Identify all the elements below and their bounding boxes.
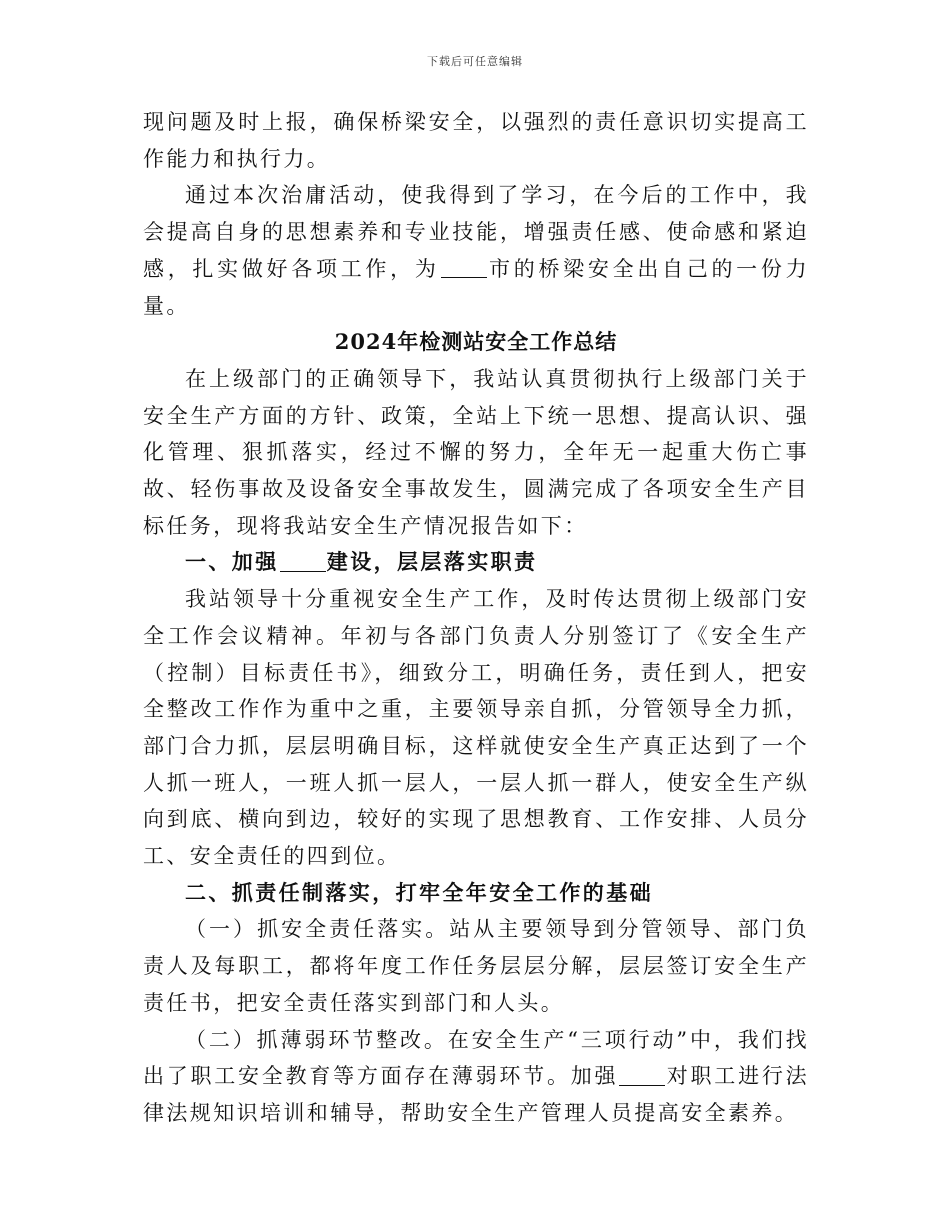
paragraph: [143, 177, 809, 324]
paragraph-text: 市的桥梁安全出自己的一份力量。: [143, 256, 809, 318]
paragraph: 我站领导十分重视安全生产工作，及时传达贯彻上级部门安全工作会议精神。年初与各部门负责人分别签订了《安全生产（控制）目标责任书》，细致分工，明确任务，责任到人，把安全整改工作作为重中之重，主要领导亲自抓，分管领导全力抓，部门合力抓，层层明确目标，这样就使安全生产真正达到了一个人抓一班人，一班人抓一层人，一层人抓一群人，使安全生产纵向到底、横向到边，较好的实现了思想教育、工作安排、人员分工、安全责任的四到位。: [143, 587, 809, 869]
paragraph-text: 通过本次治庸活动，使我得到了学习，在今后的工作中，我会提高自身的思想素养和专业技能，增强责任感、使命感和紧迫感，扎实做好各项工作，为: [143, 183, 809, 281]
section-heading: [143, 544, 809, 581]
heading-text: 一、加强: [185, 549, 279, 575]
paragraph: 现问题及时上报，确保桥梁安全，以强烈的责任意识切实提高工作能力和执行力。: [143, 110, 809, 171]
paragraph-text: （二）抓薄弱环节整改。在安全生产“三项行动”中，我们找出了职工安全教育等方面存在薄弱环节。加强: [143, 1027, 809, 1089]
fill-in-blank: [441, 256, 487, 278]
fill-in-blank: [619, 1064, 665, 1086]
paragraph-text: 对职工进行法律法规知识培训和辅导，帮助安全生产管理人员提高安全素养。: [143, 1064, 809, 1125]
document-title: 2024年检测站安全工作总结: [334, 329, 618, 355]
document-body: [143, 104, 809, 1132]
fill-in-blank: [280, 550, 326, 572]
paragraph: （一）抓安全责任落实。站从主要领导到分管领导、部门负责人及每职工，都将年度工作任务层层分解，层层签订安全生产责任书，把安全责任落实到部门和人头。: [143, 917, 809, 1015]
paragraph: 在上级部门的正确领导下，我站认真贯彻执行上级部门关于安全生产方面的方针、政策，全站上下统一思想、提高认识、强化管理、狠抓落实，经过不懈的努力，全年无一起重大伤亡事故、轻伤事故及设备安全事故发生，圆满完成了各项安全生产目标任务，现将我站安全生产情况报告如下：: [143, 366, 809, 538]
heading-text: 建设，层层落实职责: [326, 549, 538, 575]
page-header-note: 下载后可任意编辑: [427, 55, 523, 68]
section-heading: 二、抓责任制落实，打牢全年安全工作的基础: [185, 879, 653, 905]
paragraph: [143, 1022, 809, 1132]
